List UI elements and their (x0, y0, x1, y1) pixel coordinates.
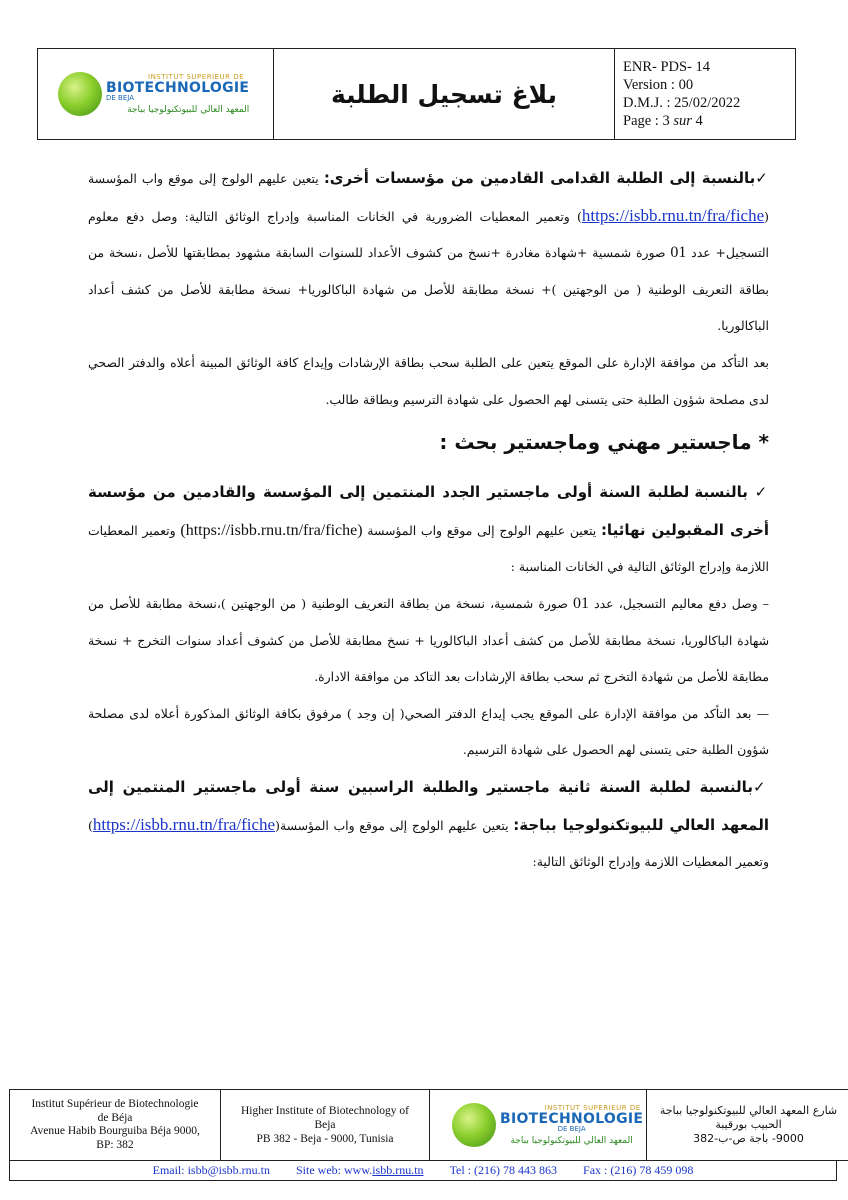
document-title: بلاغ تسجيل الطلبة (330, 79, 558, 109)
document-body (88, 160, 769, 1080)
footer-contact-bar (9, 1161, 837, 1181)
header-logo-cell (38, 49, 274, 140)
paragraph-heading: بالنسبة لطلبة السنة ثانية ماجستير والطلبة الراسبين سنة أولى ماجستير المنتمين إلى المعهد العالي للبيوتكنولوجيا بباجة: (88, 777, 769, 834)
logo-line-1: INSTITUT SUPERIEUR DE (148, 72, 245, 81)
checkmark-icon: ✓ (752, 777, 769, 796)
checkmark-icon: ✓ (755, 169, 769, 187)
paragraph-after-approval: بعد التأكد من موافقة الإدارة على الموقع يتعين على الطلبة سحب بطاقة الإرشادات وإيداع كافة الوثائق المبينة أعلاه والدفتر الصحي لدى مصلحة شؤون الطلبة حتى يتسنى لهم الحصول على شهادة الترسيم وبطاقة طالب. (88, 354, 769, 407)
header-title-cell (274, 49, 615, 140)
paragraph-health-booklet: — بعد التأكد من موافقة الإدارة على الموقع يجب إيداع الدفتر الصحي( إن وجد ) مرفوق بكافة الوثائق المذكورة أعلاه لدى مصلحة شؤون الطلبة حتى يتسنى لهم الحصول على شهادة الترسيم. (88, 705, 769, 758)
section-heading-masters: * ماجستير مهني وماجستير بحث : (439, 430, 769, 455)
logo-line-3: DE BEJA (106, 93, 134, 102)
footer-phone: Tel : (216) 78 443 863 (449, 1163, 558, 1177)
globe-icon (58, 72, 102, 116)
footer-address-arabic: شارع المعهد العالي للبيوتكنولوجيا بباجة الحبيب بورقيبة 9000- باجة ص-ب-382 (647, 1090, 848, 1161)
fiche-link[interactable]: https://isbb.rnu.tn/fra/fiche (92, 814, 276, 834)
paragraph-heading: بالنسبة إلى الطلبة القدامى القادمين من مؤسسات أخرى: (323, 169, 756, 187)
logo-line-arabic: المعهد العالي للبيوتكنولوجيا بباجة (127, 104, 250, 115)
footer-email[interactable]: Email: isbb@isbb.rnu.tn (152, 1163, 270, 1177)
institute-logo (38, 72, 273, 116)
page-number: Page : 3 sur 4 (623, 113, 703, 129)
institute-logo: INSTITUT SUPERIEUR DE BIOTECHNOLOGIE DE BEJA المعهد العالي للبيوتكنولوجيا بباجة (434, 1103, 642, 1147)
paragraph-second-year-masters: ✓بالنسبة لطلبة السنة ثانية ماجستير والطلبة الراسبين سنة أولى ماجستير المنتمين إلى المعهد العالي للبيوتكنولوجيا بباجة: يتعين عليهم الولوج إلى موقع واب المؤسسة(https://isbb.rnu.tn/fra/fiche) وتعمير المعطيات اللازمة وإدراج الوثائق التالية: (88, 777, 769, 870)
paragraph-first-year-masters: ✓ بالنسبة لطلبة السنة أولى ماجستير الجدد المنتمين إلى المؤسسة والقادمين من مؤسسة أخرى المقبولين نهائيا: يتعين عليهم الولوج إلى موقع واب المؤسسة (https://isbb.rnu.tn/fra/fiche) وتعمير المعطيات اللازمة وإدراج الوثائق التالية في الخانات المناسبة : (88, 483, 769, 575)
footer-address-english: Higher Institute of Biotechnology of Beja PB 382 - Beja - 9000, Tunisia (221, 1090, 430, 1161)
footer-fax: Fax : (216) 78 459 098 (583, 1163, 694, 1177)
document-footer (9, 1089, 848, 1161)
footer-logo-cell (430, 1090, 647, 1161)
document-code: ENR- PDS- 14 (623, 59, 711, 75)
header-meta-cell (615, 49, 796, 140)
footer-website[interactable]: Site web: www.isbb.rnu.tn (296, 1163, 424, 1177)
document-header (37, 48, 796, 140)
document-date: D.M.J. : 25/02/2022 (623, 95, 741, 111)
globe-icon (452, 1103, 496, 1147)
document-version: Version : 00 (623, 77, 694, 93)
logo-line-2: BIOTECHNOLOGIE (106, 79, 250, 96)
checkmark-icon: ✓ (747, 483, 769, 502)
footer-address-french: Institut Supérieur de Biotechnologie de Béja Avenue Habib Bourguiba Béja 9000, BP: 382 (10, 1090, 221, 1161)
paragraph-required-documents: – وصل دفع معاليم التسجيل، عدد 01 صورة شمسية، نسخة من بطاقة التعريف الوطنية ( من الوجهتين )،نسخة مطابقة للأصل من شهادة الباكالوريا، نسخة مطابقة للأصل من كشف أعداد الباكالوريا + نسخ مطابقة للأصل من كشوف أعداد سنوات التخرج + نسخة مطابقة للأصل من شهادة التخرج ثم سحب بطاقة الإرشادات بعد التاكد من موافقة الادارة. (88, 594, 769, 685)
paragraph-former-students: ✓بالنسبة إلى الطلبة القدامى القادمين من مؤسسات أخرى: يتعين عليهم الولوج إلى موقع واب المؤسسة (https://isbb.rnu.tn/fra/fiche) وتعمير المعطيات الضرورية في الخانات المناسبة وإدراج الوثائق التالية: وصل دفع معلوم التسجيل+ عدد 01 صورة شمسية +شهادة مغادرة +نسخ من كشوف الأعداد للسنوات السابقة مشهود بمطابقتها للأصل ،نسخة من بطاقة التعريف الوطنية ( من الوجهتين )+ نسخة مطابقة للأصل من شهادة الباكالوريا+ نسخة مطابقة للأصل من كشف أعداد الباكالوريا. (88, 169, 769, 334)
fiche-link[interactable]: https://isbb.rnu.tn/fra/fiche (581, 205, 765, 225)
fiche-url: (https://isbb.rnu.tn/fra/fiche) (180, 521, 363, 539)
paragraph-heading: بالنسبة لطلبة السنة أولى ماجستير الجدد المنتمين إلى المؤسسة والقادمين من مؤسسة أخرى المقبولين نهائيا: (88, 483, 769, 539)
